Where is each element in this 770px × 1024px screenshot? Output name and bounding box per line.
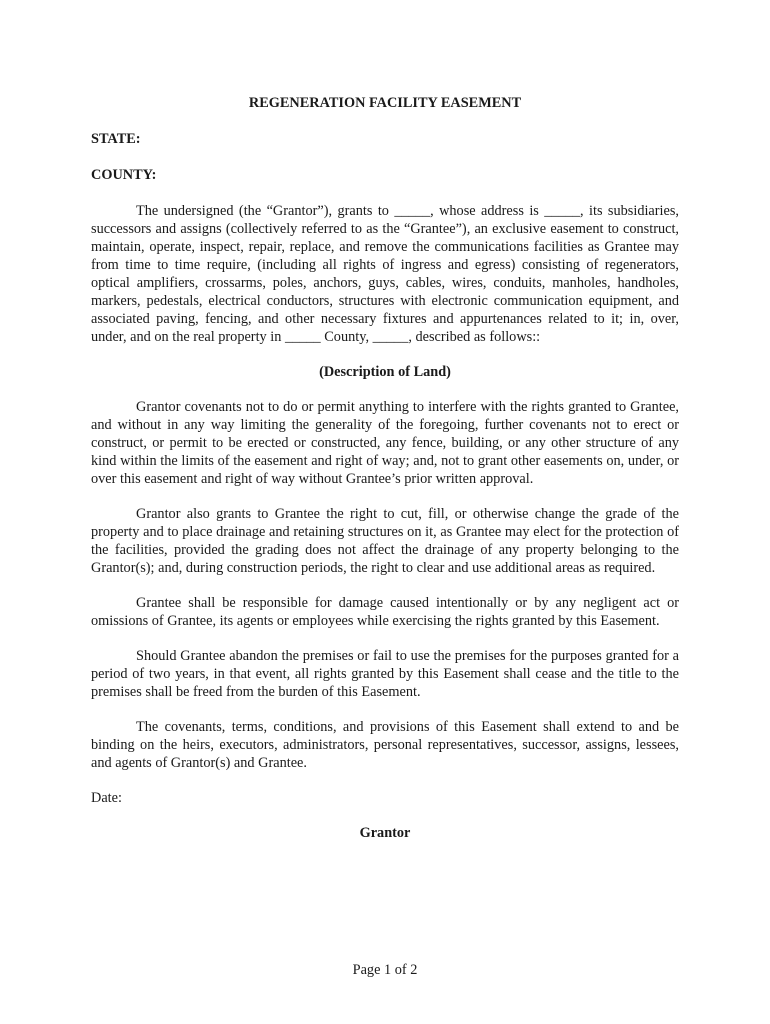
- date-label: Date:: [91, 790, 122, 806]
- paragraph-abandonment: Should Grantee abandon the premises or fail to use the premises for the purposes granted for a period of two years, in that event, all rights granted by this Easement shall cease and the title to the premises shall be freed from the burden of this Easement.: [91, 648, 679, 700]
- state-label: STATE:: [91, 131, 141, 147]
- grantor-signature-label: Grantor: [359, 825, 411, 841]
- document-title: REGENERATION FACILITY EASEMENT: [248, 95, 522, 111]
- paragraph-binding: The covenants, terms, conditions, and provisions of this Easement shall extend to and be binding on the heirs, executors, administrators, personal representatives, successor, assigns, lessees, and agents of Grantor(s) and Grantee.: [91, 719, 679, 771]
- description-of-land: (Description of Land): [319, 364, 451, 380]
- paragraph-grant: The undersigned (the “Grantor”), grants to _____, whose address is _____, its subsidiaries, successors and assigns (collectively referred to as the “Grantee”), an exclusive easement to construct, maintain, operate, inspect, repair, replace, and remove the communications facilities as Grantee may from time to time require, (including all rights of ingress and egress) consisting of regenerators, optical amplifiers, crossarms, poles, anchors, guys, cables, wires, conduits, manholes, handholes, markers, pedestals, electrical conductors, structures with electronic communication equipment, and associated paving, fencing, and other necessary fixtures and appurtenances related to it; in, over, under, and on the real property in _____ County, _____, described as follows::: [91, 203, 679, 345]
- county-label: COUNTY:: [91, 167, 157, 183]
- paragraph-damage: Grantee shall be responsible for damage caused intentionally or by any negligent act or omissions of Grantee, its agents or employees while exercising the rights granted by this Easement.: [91, 595, 679, 629]
- page-number: Page 1 of 2: [352, 962, 418, 978]
- document-body: [91, 94, 679, 859]
- paragraph-grading: Grantor also grants to Grantee the right to cut, fill, or otherwise change the grade of the property and to place drainage and retaining structures on it, as Grantee may elect for the protection of the facilities, provided the grading does not affect the drainage of any property belonging to the Grantor(s); and, during construction periods, the right to clear and use additional areas as required.: [91, 506, 679, 576]
- paragraph-covenants: Grantor covenants not to do or permit anything to interfere with the rights granted to Grantee, and without in any way limiting the generality of the foregoing, further covenants not to erect or construct, or permit to be erected or constructed, any fence, building, or any other structure of any kind within the limits of the easement and right of way; and, not to grant other easements on, under, or over this easement and right of way without Grantee’s prior written approval.: [91, 399, 679, 487]
